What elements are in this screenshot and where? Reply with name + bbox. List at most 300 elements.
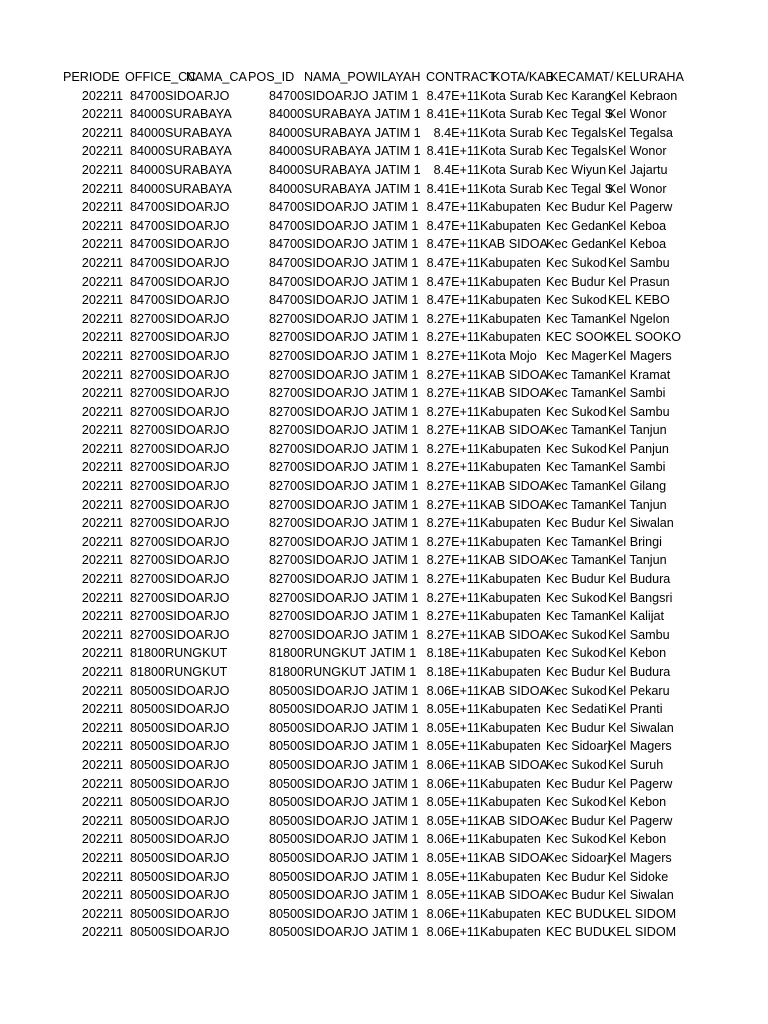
table-row bbox=[0, 142, 768, 161]
cell-nama-po-wilayah bbox=[304, 849, 429, 868]
cell-periode: 202211 bbox=[81, 181, 123, 196]
cell-office-cc: 82700 bbox=[129, 311, 165, 326]
cell-nama-po: SIDOARJO bbox=[304, 479, 369, 494]
cell-nama-ca: SIDOARJO bbox=[165, 255, 230, 270]
cell-nama-po-wilayah bbox=[304, 663, 429, 682]
cell-nama-po: SIDOARJO bbox=[304, 330, 369, 345]
cell-periode: 202211 bbox=[81, 888, 123, 903]
cell-periode: 202211 bbox=[81, 795, 123, 810]
cell-nama-ca: SIDOARJO bbox=[165, 683, 230, 698]
cell-office-cc: 82700 bbox=[129, 460, 165, 475]
cell-nama-ca: SIDOARJO bbox=[165, 627, 230, 642]
cell-kelurahan: Kel Pagerw bbox=[608, 200, 673, 215]
cell-kelurahan: Kel Sidoke bbox=[608, 869, 669, 884]
cell-nama-po: SIDOARJO bbox=[304, 572, 369, 587]
cell-office-cc: 84700 bbox=[129, 274, 165, 289]
cell-nama-po: SIDOARJO bbox=[304, 293, 369, 308]
cell-kecamatan: KEC BUDU bbox=[546, 925, 612, 940]
cell-contract: 8.05E+11 bbox=[426, 869, 480, 884]
cell-nama-po-wilayah bbox=[304, 682, 429, 701]
cell-pos-id: 81800 bbox=[268, 665, 304, 679]
cell-pos-id: 80500 bbox=[268, 683, 304, 698]
cell-kota-kab: Kota Surab bbox=[480, 88, 544, 103]
cell-kelurahan: Kel Sambi bbox=[608, 386, 666, 401]
cell-kecamatan: Kec Sukod bbox=[546, 627, 607, 642]
cell-contract: 8.27E+11 bbox=[426, 367, 480, 382]
cell-wilayah: JATIM 1 bbox=[372, 627, 419, 642]
header-kelurahan: KELURAHA bbox=[616, 70, 684, 84]
table-row bbox=[0, 477, 768, 496]
table-row bbox=[0, 644, 768, 663]
cell-contract: 8.27E+11 bbox=[426, 423, 480, 438]
cell-office-cc: 80500 bbox=[129, 776, 165, 791]
cell-kota-kab: KAB SIDOA bbox=[480, 553, 548, 568]
cell-contract: 8.27E+11 bbox=[426, 330, 480, 345]
table-row bbox=[0, 403, 768, 422]
cell-kecamatan: Kec Mager bbox=[546, 348, 607, 363]
table-row bbox=[0, 235, 768, 254]
cell-nama-po-wilayah bbox=[304, 124, 429, 143]
cell-wilayah: JATIM 1 bbox=[372, 739, 419, 754]
cell-pos-id: 80500 bbox=[268, 757, 304, 772]
table-body bbox=[0, 87, 768, 942]
cell-kecamatan: Kec Budur bbox=[546, 869, 605, 884]
cell-periode: 202211 bbox=[81, 720, 123, 735]
cell-nama-po-wilayah bbox=[304, 421, 429, 440]
cell-kota-kab: KAB SIDOA bbox=[480, 237, 548, 252]
cell-office-cc: 80500 bbox=[129, 720, 165, 735]
cell-kota-kab: Kabupaten bbox=[480, 609, 541, 624]
cell-nama-po-wilayah bbox=[304, 607, 429, 626]
cell-periode: 202211 bbox=[81, 906, 123, 921]
cell-office-cc: 84700 bbox=[129, 293, 165, 308]
cell-office-cc: 80500 bbox=[129, 739, 165, 754]
cell-nama-po-wilayah bbox=[304, 347, 429, 366]
cell-pos-id: 81800 bbox=[268, 646, 304, 661]
cell-nama-po: SIDOARJO bbox=[304, 553, 369, 568]
cell-nama-ca: SIDOARJO bbox=[165, 404, 230, 419]
cell-nama-po-wilayah bbox=[304, 384, 429, 403]
table-row bbox=[0, 700, 768, 719]
cell-periode: 202211 bbox=[81, 441, 123, 456]
cell-kelurahan: Kel Budura bbox=[608, 572, 671, 587]
cell-nama-po: SIDOARJO bbox=[304, 348, 369, 363]
cell-kelurahan: Kel Magers bbox=[608, 850, 672, 865]
cell-nama-po: SIDOARJO bbox=[304, 516, 369, 531]
cell-pos-id: 82700 bbox=[268, 311, 304, 326]
cell-kelurahan: Kel Panjun bbox=[608, 441, 669, 456]
cell-kota-kab: Kabupaten bbox=[480, 925, 541, 940]
header-nama-po bbox=[304, 68, 425, 87]
header-kota-kab: KOTA/KAB bbox=[492, 70, 555, 84]
table-row bbox=[0, 626, 768, 645]
cell-wilayah: JATIM 1 bbox=[372, 293, 419, 308]
table-row bbox=[0, 496, 768, 515]
cell-contract: 8.4E+11 bbox=[433, 125, 480, 140]
cell-kelurahan: Kel Suruh bbox=[608, 757, 664, 772]
cell-pos-id: 80500 bbox=[268, 739, 304, 754]
cell-nama-po: SIDOARJO bbox=[304, 869, 369, 884]
cell-wilayah: JATIM 1 bbox=[370, 646, 417, 661]
cell-pos-id: 82700 bbox=[268, 479, 304, 494]
cell-nama-po: SURABAYA bbox=[304, 162, 371, 177]
cell-pos-id: 84700 bbox=[268, 88, 304, 103]
cell-wilayah: JATIM 1 bbox=[372, 386, 419, 401]
cell-nama-po: SIDOARJO bbox=[304, 813, 369, 828]
cell-kelurahan: Kel Pagerw bbox=[608, 776, 673, 791]
cell-wilayah: JATIM 1 bbox=[372, 237, 419, 252]
cell-kecamatan: Kec Budur bbox=[546, 720, 605, 735]
cell-contract: 8.06E+11 bbox=[426, 906, 480, 921]
cell-nama-po: SIDOARJO bbox=[304, 776, 369, 791]
cell-kelurahan: KEL SIDOM bbox=[608, 925, 677, 940]
table-row bbox=[0, 366, 768, 385]
cell-contract: 8.05E+11 bbox=[426, 813, 480, 828]
cell-nama-ca: SIDOARJO bbox=[165, 776, 230, 791]
cell-contract: 8.05E+11 bbox=[426, 739, 480, 754]
cell-pos-id: 82700 bbox=[268, 627, 304, 642]
cell-nama-po: SIDOARJO bbox=[304, 441, 369, 456]
cell-kecamatan: Kec Budur bbox=[546, 888, 605, 903]
cell-kelurahan: Kel Sambu bbox=[608, 404, 670, 419]
table-row bbox=[0, 217, 768, 236]
cell-wilayah: JATIM 1 bbox=[372, 404, 419, 419]
cell-kota-kab: Kabupaten bbox=[480, 665, 541, 679]
header-wilayah-text: WILAYAH bbox=[365, 70, 421, 84]
table-row bbox=[0, 682, 768, 701]
cell-nama-ca: SIDOARJO bbox=[165, 516, 230, 531]
cell-contract: 8.05E+11 bbox=[426, 888, 480, 903]
cell-nama-po-wilayah bbox=[304, 105, 429, 124]
cell-wilayah: JATIM 1 bbox=[372, 553, 419, 568]
cell-pos-id: 84700 bbox=[268, 237, 304, 252]
cell-nama-po: SIDOARJO bbox=[304, 88, 369, 103]
cell-kecamatan: Kec Sukod bbox=[546, 293, 607, 308]
cell-kecamatan: Kec Sukod bbox=[546, 441, 607, 456]
cell-pos-id: 80500 bbox=[268, 869, 304, 884]
cell-kecamatan: Kec Sukod bbox=[546, 795, 607, 810]
cell-office-cc: 82700 bbox=[129, 553, 165, 568]
cell-contract: 8.47E+11 bbox=[426, 237, 480, 252]
cell-nama-ca: SIDOARJO bbox=[165, 925, 230, 940]
cell-periode: 202211 bbox=[81, 572, 123, 587]
cell-contract: 8.06E+11 bbox=[426, 757, 480, 772]
cell-office-cc: 80500 bbox=[129, 832, 165, 847]
cell-nama-ca: SIDOARJO bbox=[165, 906, 230, 921]
cell-wilayah: JATIM 1 bbox=[372, 832, 419, 847]
cell-nama-po-wilayah bbox=[304, 366, 429, 385]
cell-nama-po: SIDOARJO bbox=[304, 609, 369, 624]
table-row bbox=[0, 87, 768, 106]
cell-nama-po: SIDOARJO bbox=[304, 200, 369, 215]
cell-nama-po-wilayah bbox=[304, 87, 429, 106]
cell-kelurahan: Kel Siwalan bbox=[608, 720, 674, 735]
table-row bbox=[0, 161, 768, 180]
cell-contract: 8.47E+11 bbox=[426, 88, 480, 103]
cell-wilayah: JATIM 1 bbox=[372, 479, 419, 494]
cell-pos-id: 84000 bbox=[268, 181, 304, 196]
cell-kelurahan: Kel Keboa bbox=[608, 218, 667, 233]
cell-kecamatan: Kec Taman bbox=[546, 311, 609, 326]
cell-kecamatan: Kec Sukod bbox=[546, 832, 607, 847]
cell-office-cc: 81800 bbox=[129, 665, 165, 679]
table-row bbox=[0, 849, 768, 868]
cell-nama-ca: SIDOARJO bbox=[165, 590, 230, 605]
table-row bbox=[0, 328, 768, 347]
cell-kota-kab: Kabupaten bbox=[480, 739, 541, 754]
cell-pos-id: 84700 bbox=[268, 255, 304, 270]
table-row bbox=[0, 719, 768, 738]
cell-periode: 202211 bbox=[81, 553, 123, 568]
table-row bbox=[0, 551, 768, 570]
cell-nama-po: SIDOARJO bbox=[304, 925, 369, 940]
cell-office-cc: 82700 bbox=[129, 441, 165, 456]
cell-wilayah: JATIM 1 bbox=[370, 665, 417, 679]
cell-periode: 202211 bbox=[81, 218, 123, 233]
cell-contract: 8.06E+11 bbox=[426, 683, 480, 698]
cell-pos-id: 84000 bbox=[268, 107, 304, 122]
cell-nama-po: SIDOARJO bbox=[304, 832, 369, 847]
cell-kota-kab: Kabupaten bbox=[480, 293, 541, 308]
cell-contract: 8.41E+11 bbox=[426, 107, 480, 122]
cell-contract: 8.27E+11 bbox=[426, 311, 480, 326]
table-row bbox=[0, 105, 768, 124]
cell-contract: 8.27E+11 bbox=[426, 553, 480, 568]
cell-kelurahan: Kel Wonor bbox=[608, 107, 667, 122]
cell-nama-po: SIDOARJO bbox=[304, 460, 369, 475]
cell-contract: 8.27E+11 bbox=[426, 386, 480, 401]
cell-wilayah: JATIM 1 bbox=[372, 423, 419, 438]
cell-nama-ca: RUNGKUT bbox=[165, 646, 228, 661]
cell-nama-po-wilayah bbox=[304, 626, 429, 645]
cell-periode: 202211 bbox=[81, 311, 123, 326]
table-row bbox=[0, 254, 768, 273]
cell-kelurahan: Kel Prasun bbox=[608, 274, 670, 289]
cell-wilayah: JATIM 1 bbox=[372, 441, 419, 456]
cell-contract: 8.4E+11 bbox=[433, 162, 480, 177]
cell-contract: 8.41E+11 bbox=[426, 181, 480, 196]
cell-pos-id: 82700 bbox=[268, 367, 304, 382]
cell-kelurahan: Kel Kalijat bbox=[608, 609, 665, 624]
cell-nama-po: SIDOARJO bbox=[304, 237, 369, 252]
cell-office-cc: 84000 bbox=[129, 125, 165, 140]
cell-pos-id: 84700 bbox=[268, 274, 304, 289]
cell-nama-ca: SIDOARJO bbox=[165, 534, 230, 549]
cell-office-cc: 80500 bbox=[129, 906, 165, 921]
cell-contract: 8.27E+11 bbox=[426, 572, 480, 587]
cell-kota-kab: Kabupaten bbox=[480, 330, 541, 345]
cell-nama-po-wilayah bbox=[304, 291, 429, 310]
table-row bbox=[0, 812, 768, 831]
cell-nama-ca: SIDOARJO bbox=[165, 739, 230, 754]
cell-pos-id: 84000 bbox=[268, 144, 304, 159]
cell-kota-kab: KAB SIDOA bbox=[480, 813, 548, 828]
cell-office-cc: 80500 bbox=[129, 813, 165, 828]
cell-contract: 8.05E+11 bbox=[426, 795, 480, 810]
cell-nama-po: SURABAYA bbox=[304, 181, 371, 196]
cell-kecamatan: Kec Budur bbox=[546, 200, 605, 215]
cell-nama-ca: SURABAYA bbox=[165, 125, 232, 140]
cell-nama-po: SIDOARJO bbox=[304, 850, 369, 865]
cell-kelurahan: Kel Budura bbox=[608, 665, 671, 679]
cell-wilayah: JATIM 1 bbox=[372, 218, 419, 233]
cell-contract: 8.27E+11 bbox=[426, 348, 480, 363]
cell-kecamatan: Kec Tegals bbox=[546, 125, 608, 140]
cell-nama-po-wilayah bbox=[304, 589, 429, 608]
cell-kelurahan: Kel Kebon bbox=[608, 646, 667, 661]
cell-kota-kab: Kabupaten bbox=[480, 460, 541, 475]
cell-office-cc: 82700 bbox=[129, 497, 165, 512]
cell-nama-po-wilayah bbox=[304, 719, 429, 738]
cell-kelurahan: Kel Siwalan bbox=[608, 888, 674, 903]
cell-nama-po-wilayah bbox=[304, 142, 429, 161]
cell-nama-po-wilayah bbox=[304, 737, 429, 756]
table-row bbox=[0, 570, 768, 589]
cell-nama-ca: SIDOARJO bbox=[165, 274, 230, 289]
cell-wilayah: JATIM 1 bbox=[372, 906, 419, 921]
cell-office-cc: 80500 bbox=[129, 869, 165, 884]
cell-pos-id: 80500 bbox=[268, 850, 304, 865]
table-row bbox=[0, 421, 768, 440]
cell-kota-kab: KAB SIDOA bbox=[480, 888, 548, 903]
cell-pos-id: 84000 bbox=[268, 125, 304, 140]
cell-nama-ca: SIDOARJO bbox=[165, 367, 230, 382]
cell-nama-po: SIDOARJO bbox=[304, 795, 369, 810]
table-row bbox=[0, 886, 768, 905]
cell-kelurahan: KEL KEBO bbox=[608, 293, 670, 308]
cell-kelurahan: Kel Sambu bbox=[608, 627, 670, 642]
table-row bbox=[0, 273, 768, 292]
cell-kecamatan: Kec Sukod bbox=[546, 757, 607, 772]
cell-nama-ca: SIDOARJO bbox=[165, 497, 230, 512]
cell-periode: 202211 bbox=[81, 88, 123, 103]
header-row bbox=[0, 68, 768, 87]
table-row bbox=[0, 347, 768, 366]
cell-contract: 8.18E+11 bbox=[426, 646, 480, 661]
cell-kota-kab: Kabupaten bbox=[480, 702, 541, 717]
cell-pos-id: 84700 bbox=[268, 293, 304, 308]
table-row bbox=[0, 533, 768, 552]
cell-nama-po: SIDOARJO bbox=[304, 218, 369, 233]
table-row bbox=[0, 291, 768, 310]
cell-periode: 202211 bbox=[81, 776, 123, 791]
cell-kelurahan: Kel Kramat bbox=[608, 367, 671, 382]
table-row bbox=[0, 663, 768, 682]
cell-contract: 8.05E+11 bbox=[426, 720, 480, 735]
cell-kelurahan: KEL SIDOM bbox=[608, 906, 677, 921]
cell-office-cc: 80500 bbox=[129, 850, 165, 865]
cell-nama-po-wilayah bbox=[304, 868, 429, 887]
cell-wilayah: JATIM 1 bbox=[372, 795, 419, 810]
cell-kota-kab: KAB SIDOA bbox=[480, 683, 548, 698]
cell-office-cc: 84000 bbox=[129, 144, 165, 159]
cell-office-cc: 82700 bbox=[129, 609, 165, 624]
cell-kecamatan: Kec Sukod bbox=[546, 404, 607, 419]
cell-kota-kab: Kabupaten bbox=[480, 646, 541, 661]
cell-kelurahan: Kel Tanjun bbox=[608, 423, 667, 438]
table-row bbox=[0, 310, 768, 329]
cell-nama-ca: SIDOARJO bbox=[165, 200, 230, 215]
table-row bbox=[0, 384, 768, 403]
cell-wilayah: JATIM 1 bbox=[372, 516, 419, 531]
cell-wilayah: JATIM 1 bbox=[372, 460, 419, 475]
cell-nama-po: SIDOARJO bbox=[304, 311, 369, 326]
cell-nama-po: SIDOARJO bbox=[304, 274, 369, 289]
cell-kelurahan: Kel Sambu bbox=[608, 255, 670, 270]
table-row bbox=[0, 124, 768, 143]
cell-nama-ca: SIDOARJO bbox=[165, 572, 230, 587]
cell-periode: 202211 bbox=[81, 479, 123, 494]
table-row bbox=[0, 923, 768, 942]
cell-nama-po-wilayah bbox=[304, 514, 429, 533]
cell-nama-po: SIDOARJO bbox=[304, 906, 369, 921]
cell-nama-po: SIDOARJO bbox=[304, 497, 369, 512]
cell-periode: 202211 bbox=[81, 237, 123, 252]
cell-kota-kab: Kabupaten bbox=[480, 218, 541, 233]
cell-kecamatan: Kec Sedati bbox=[546, 702, 607, 717]
cell-kelurahan: Kel Tanjun bbox=[608, 553, 667, 568]
cell-kecamatan: Kec Budur bbox=[546, 274, 605, 289]
cell-nama-ca: SIDOARJO bbox=[165, 237, 230, 252]
cell-nama-po: SIDOARJO bbox=[304, 757, 369, 772]
cell-kecamatan: Kec Taman bbox=[546, 386, 609, 401]
cell-kota-kab: KAB SIDOA bbox=[480, 479, 548, 494]
cell-nama-po: SIDOARJO bbox=[304, 739, 369, 754]
cell-nama-ca: SIDOARJO bbox=[165, 293, 230, 308]
cell-nama-po-wilayah bbox=[304, 644, 429, 663]
cell-periode: 202211 bbox=[81, 404, 123, 419]
cell-kota-kab: Kabupaten bbox=[480, 274, 541, 289]
cell-wilayah: JATIM 1 bbox=[374, 181, 421, 196]
cell-nama-po-wilayah bbox=[304, 775, 429, 794]
cell-pos-id: 80500 bbox=[268, 832, 304, 847]
cell-nama-po: SIDOARJO bbox=[304, 627, 369, 642]
header-kecamatan: KECAMAT/ bbox=[550, 70, 614, 84]
cell-pos-id: 80500 bbox=[268, 925, 304, 940]
cell-kota-kab: Kabupaten bbox=[480, 590, 541, 605]
cell-kelurahan: Kel Magers bbox=[608, 739, 672, 754]
cell-nama-po-wilayah bbox=[304, 533, 429, 552]
cell-wilayah: JATIM 1 bbox=[372, 776, 419, 791]
cell-contract: 8.06E+11 bbox=[426, 776, 480, 791]
cell-office-cc: 82700 bbox=[129, 348, 165, 363]
cell-pos-id: 80500 bbox=[268, 776, 304, 791]
cell-periode: 202211 bbox=[81, 107, 123, 122]
cell-contract: 8.27E+11 bbox=[426, 404, 480, 419]
cell-wilayah: JATIM 1 bbox=[372, 572, 419, 587]
cell-nama-po-wilayah bbox=[304, 923, 429, 942]
table-row bbox=[0, 440, 768, 459]
cell-pos-id: 80500 bbox=[268, 906, 304, 921]
cell-nama-po-wilayah bbox=[304, 886, 429, 905]
table-row bbox=[0, 198, 768, 217]
cell-wilayah: JATIM 1 bbox=[372, 497, 419, 512]
table-row bbox=[0, 868, 768, 887]
cell-kecamatan: Kec Budur bbox=[546, 776, 605, 791]
cell-periode: 202211 bbox=[81, 609, 123, 624]
cell-nama-po-wilayah bbox=[304, 273, 429, 292]
cell-kecamatan: Kec Taman bbox=[546, 367, 609, 382]
table-row bbox=[0, 793, 768, 812]
cell-kecamatan: Kec Taman bbox=[546, 553, 609, 568]
cell-kota-kab: Kabupaten bbox=[480, 404, 541, 419]
cell-office-cc: 84000 bbox=[129, 181, 165, 196]
cell-periode: 202211 bbox=[81, 869, 123, 884]
cell-periode: 202211 bbox=[81, 125, 123, 140]
cell-kecamatan: Kec Tegal S bbox=[546, 181, 613, 196]
cell-office-cc: 82700 bbox=[129, 386, 165, 401]
cell-pos-id: 82700 bbox=[268, 441, 304, 456]
